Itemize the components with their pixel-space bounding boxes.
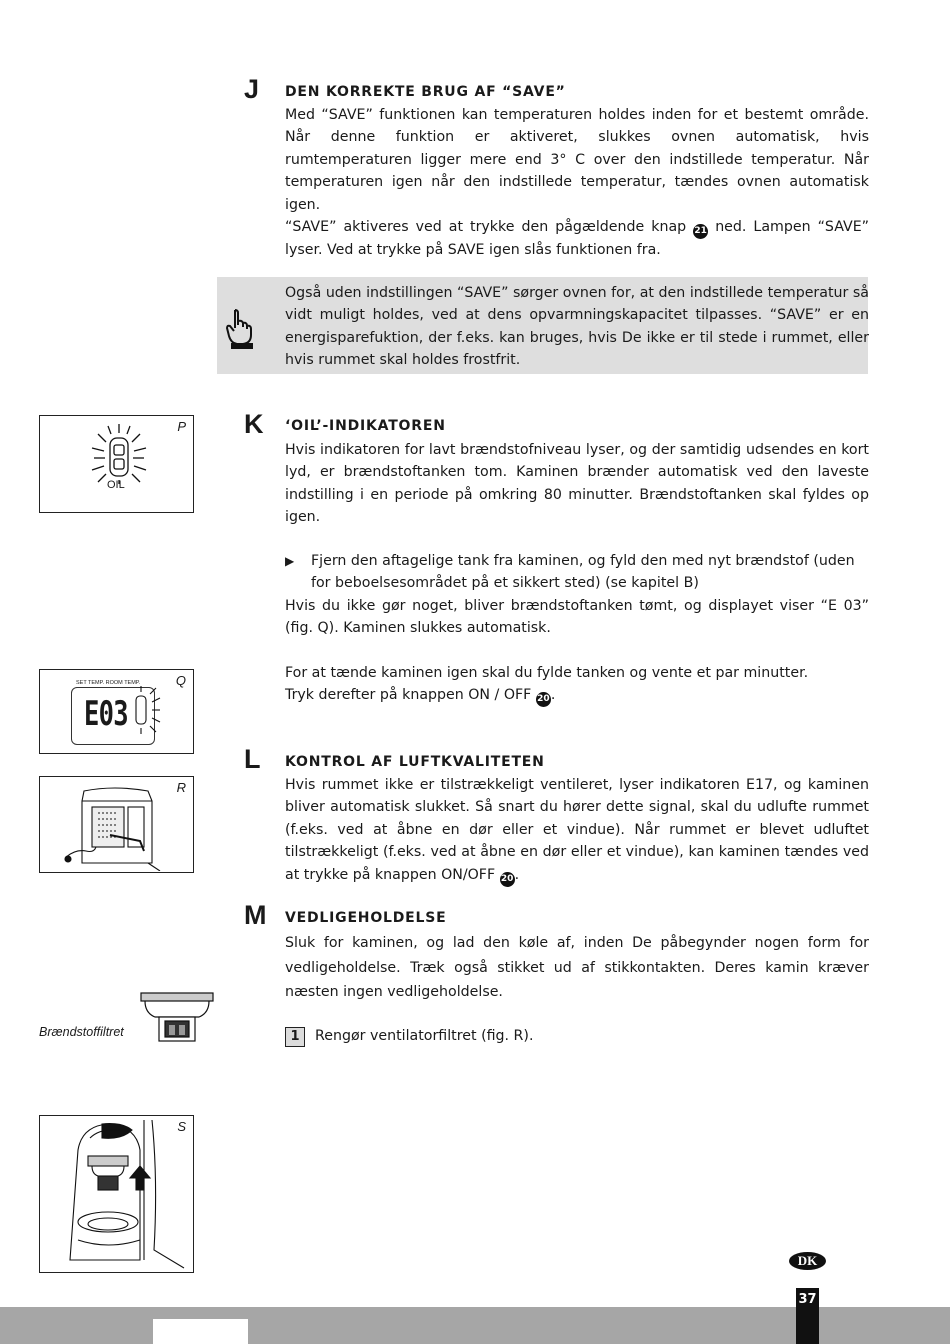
figure-p-oil-indicator [39,415,194,513]
fuel-filter-icon [139,991,215,1045]
text: Tryk derefter på knappen ON / OFF [285,687,532,704]
step-item [285,1025,869,1047]
bullet-text: Fjern den aftagelige tank fra kaminen, og fyld den med nyt brændstof (uden for beboelsesområdet på et sikkert sted) (se kapitel B) [311,553,855,592]
step-number: 1 [285,1027,305,1047]
paragraph [285,662,869,707]
button-number-badge: 20 [500,872,515,887]
error-code-display: E03 [84,694,128,734]
note-box [217,277,868,374]
section-title-save: DEN KORREKTE BRUG AF “SAVE” [285,84,566,100]
section-title-maintenance: VEDLIGEHOLDELSE [285,910,447,926]
figure-s-filter-removal [39,1115,194,1273]
section-title-oil-indicator: ‘OIL’-INDIKATOREN [285,418,446,434]
oil-lamp-icon [80,420,160,510]
text: Hvis rummet ikke er tilstrækkeligt ventileret, lyser indikatoren E17, og kaminen bliver automatisk slukket. Så snart du hører dette signal, skal du udlufte rummet (f.eks. ved at åbne en dør eller et vindue). Når rummet er blevet udluftet tilstrækkeligt (f.eks. ved at åbne en dør eller et vindue), kan kaminen tændes ved at trykke på knappen ON/OFF [285,777,869,883]
paragraph: Sluk for kaminen, og lad den køle af, inden De påbegynder nogen form for vedligeholdelse. Træk også stikket ud af stikkontakten. Deres kamin kræver næsten ingen vedligeholdelse. [285,935,869,1000]
paragraph [285,216,869,261]
figure-label: Q [175,673,186,688]
figure-r-ventilation-filter [39,776,194,873]
note-text: Også uden indstillingen “SAVE” sørger ovnen for, at den indstillede temperatur så vidt muligt holdes, ved at dens opvarmningskapacitet tilpasses. “SAVE” er en energisparefuktion, der f.eks. kan bruges, hvis De ikke er til stede i rummet, eller hvis rummet skal holdes frostfrit. [285,285,869,369]
paragraph: Hvis du ikke gør noget, bliver brændstoftanken tømt, og displayet viser “E 03” (fig. Q). Kaminen slukkes automatisk. [285,598,869,637]
page-number: 37 [796,1288,819,1344]
flashing-oil-lamp-icon [124,684,164,744]
paragraph: Hvis rummet ikke er tilstrækkeligt ventileret, lyser indikatoren E17, og kaminen bliver automatisk slukket. Så snart du hører dette signal, skal du udlufte rummet (f.eks. ved at åbne en dør eller et vindue). Når rummet er blevet udluftet tilstrækkeligt (f.eks. ved at åbne en dør eller et vindue), kan kaminen tændes ved at trykke på knappen ON/OFF 20. [285,774,869,887]
paragraph: Med “SAVE” funktionen kan temperaturen holdes inden for et bestemt område. Når denne funktion er aktiveret, slukkes ovnen automatisk, hvis rumtemperaturen ligger mere end 3° C over den indstillede temperatur. Når temperaturen igen når den indstillede temperatur, tændes ovnen automatisk igen. [285,107,869,213]
text: For at tænde kaminen igen skal du fylde tanken og vente et par minutter. [285,665,809,681]
section-body-save [285,104,869,261]
figure-label: R [176,780,186,795]
button-number-badge: 20 [536,692,551,707]
footer-tab [153,1319,248,1344]
figure-label: P [177,419,186,434]
heater-rear-illustration [62,783,172,871]
triangle-bullet-icon: ▶ [285,554,295,568]
figure-q-display [39,669,194,754]
step-text: Rengør ventilatorfiltret (fig. R). [315,1028,534,1044]
fuel-filter-caption: Brændstoffiltret [39,1025,124,1039]
language-badge: DK [789,1252,826,1270]
section-title-air-quality: KONTROL AF LUFTKVALITETEN [285,754,545,770]
oil-label: OIL [107,479,125,491]
bullet-item [285,550,869,595]
section-letter-k: K [244,409,264,439]
text: ned. Lampen “SAVE” lyser. Ved at trykke på SAVE igen slås funktionen fra. [285,219,870,259]
section-letter-m: M [244,900,267,930]
text: Tryk derefter på knappen ON / OFF 20. [285,684,869,707]
filter-removal-illustration [44,1120,192,1270]
figure-label: S [177,1119,186,1134]
paragraph: Hvis indikatoren for lavt brændstofniveau lyser, og der samtidig udsendes en kort lyd, er brændstoftanken tom. Kaminen brænder automatisk ved den laveste indstilling i en periode på omkring 80 minutter. Brændstoftanken skal fyldes op igen. [285,442,869,526]
text: “SAVE” aktiveres ved at trykke den pågældende knap [285,219,687,236]
pointing-hand-icon [223,307,255,351]
display-header: SET TEMP. ROOM TEMP. [76,680,141,686]
button-number-badge: 21 [693,224,708,239]
section-letter-l: L [244,744,261,774]
section-letter-j: J [244,74,260,104]
